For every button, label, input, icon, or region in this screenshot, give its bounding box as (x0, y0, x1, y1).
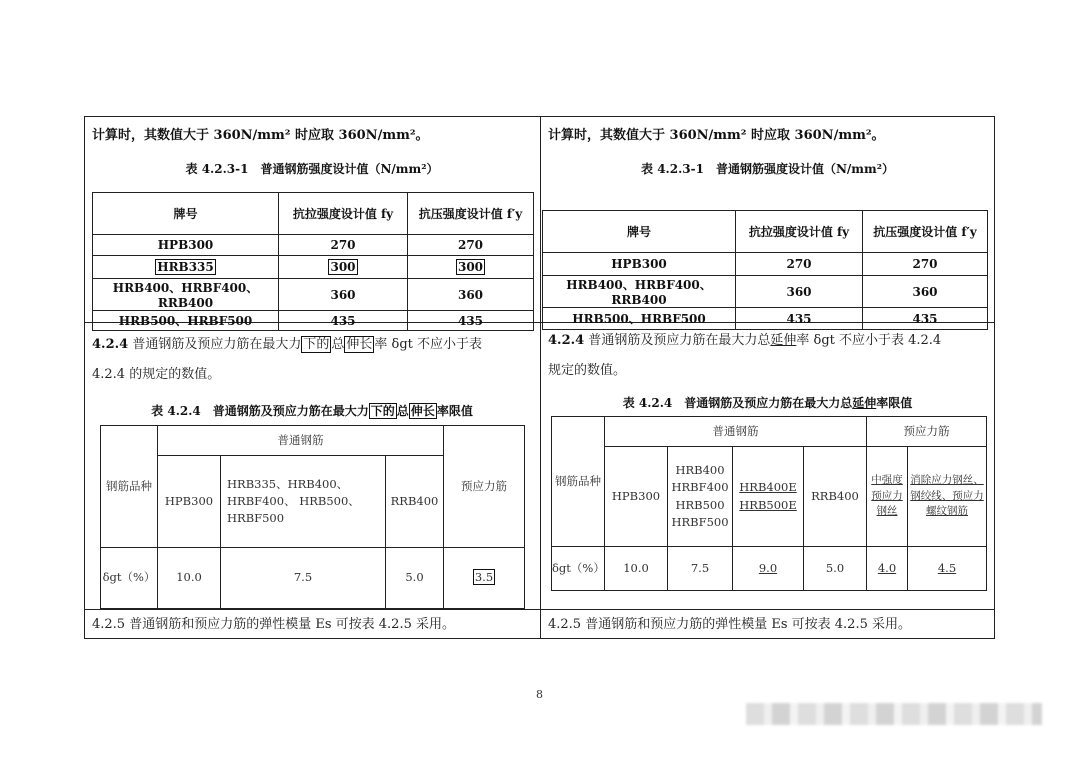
left-cap2-box1: 下的 (370, 404, 395, 418)
right-clause-4-2-5: 4.2.5 普通钢筋和预应力筋的弹性模量 Es 可按表 4.2.5 采用。 (548, 617, 911, 632)
left-clause-4-2-5: 4.2.5 普通钢筋和预应力筋的弹性模量 Es 可按表 4.2.5 采用。 (92, 617, 455, 632)
left-t2-prestress: 预应力筋 (444, 426, 525, 548)
left-table1 (92, 192, 534, 331)
left-table2 (100, 425, 525, 609)
left-t1-r0c1: 270 (279, 235, 408, 256)
right-t2-col5: 消除应力钢丝、钢绞线、预应力螺纹钢筋 (908, 447, 987, 547)
right-t1-r0c0: HPB300 (543, 253, 736, 276)
left-clause-box-2: 伸长 (346, 337, 373, 352)
left-t1-r2c0: HRB400、HRBF400、RRB400 (93, 279, 279, 311)
right-t1-h2: 抗压强度设计值 f′y (863, 211, 988, 253)
left-intro: 计算时，其数值大于 360N/mm² 时应取 360N/mm²。 (92, 128, 429, 143)
right-t2-col4: 中强度预应力钢丝 (867, 447, 908, 547)
left-t2-v2: 5.0 (386, 548, 444, 609)
right-t2-rowlabel: 钢筋品种 (552, 417, 605, 547)
right-t2-group2: 预应力筋 (867, 417, 987, 447)
right-clause-text-3: 规定的数值。 (548, 363, 627, 378)
left-t2-col1: HRB335、HRB400、HRBF400、 HRB500、 HRBF500 (221, 456, 386, 548)
left-t1-r1c0: HRB335 (157, 260, 214, 274)
left-t2-rowlabel: 钢筋品种 (101, 426, 158, 548)
left-clause-text-4: 4.2.4 的规定的数值。 (92, 367, 221, 382)
right-cap2-b: 率限值 (876, 396, 913, 410)
left-cap2-c: 率限值 (436, 404, 473, 418)
left-t2-v0: 10.0 (158, 548, 221, 609)
left-t1-r1c2: 300 (457, 260, 484, 274)
left-t1-r3c1: 435 (279, 311, 408, 331)
left-t2-col2: RRB400 (386, 456, 444, 548)
right-clause-4-2-4 (548, 326, 990, 386)
right-t1-r2c0: HRB500、HRBF500 (543, 308, 736, 330)
page-number: 8 (536, 688, 543, 701)
left-t1-h0: 牌号 (93, 193, 279, 235)
left-t1-r2c2: 360 (408, 279, 534, 311)
blurred-watermark (746, 703, 1042, 725)
right-table2-caption (540, 394, 995, 411)
left-t1-r1c1: 300 (330, 260, 356, 274)
left-t1-h2: 抗压强度设计值 f′y (408, 193, 534, 235)
left-t2-v1: 7.5 (221, 548, 386, 609)
right-t1-h1: 抗拉强度设计值 fy (736, 211, 863, 253)
right-t2-col2: HRB400E HRB500E (733, 447, 804, 547)
left-t1-r3c2: 435 (408, 311, 534, 331)
right-t1-r2c1: 435 (736, 308, 863, 330)
left-clause-text-1: 普通钢筋及预应力筋在最大力 (128, 337, 302, 352)
left-t2-group: 普通钢筋 (158, 426, 444, 456)
right-t2-col0: HPB300 (605, 447, 668, 547)
right-cap2-a: 表 4.2.4 普通钢筋及预应力筋在最大力总 (622, 396, 853, 410)
left-table1-caption: 表 4.2.3-1 普通钢筋强度设计值（N/mm²） (185, 162, 439, 176)
right-t2-col1: HRB400 HRBF400 HRB500 HRBF500 (668, 447, 733, 547)
right-clause-text-1: 普通钢筋及预应力筋在最大力总 (584, 333, 771, 348)
right-t1-r1c0: HRB400、HRBF400、RRB400 (543, 276, 736, 308)
right-t1-r0c1: 270 (736, 253, 863, 276)
right-table2 (551, 416, 987, 591)
right-t1-r0c2: 270 (863, 253, 988, 276)
left-cap2-a: 表 4.2.4 普通钢筋及预应力筋在最大力 (151, 404, 369, 418)
left-clause-text-3: 率 δgt 不应小于表 (374, 337, 483, 352)
right-t1-h0: 牌号 (543, 211, 736, 253)
left-cap2-box2: 伸长 (410, 404, 435, 418)
right-intro: 计算时，其数值大于 360N/mm² 时应取 360N/mm²。 (548, 128, 885, 143)
left-t1-r0c2: 270 (408, 235, 534, 256)
right-t2-v4: 4.0 (867, 547, 908, 591)
left-t1-h1: 抗拉强度设计值 fy (279, 193, 408, 235)
right-t2-v0: 10.0 (605, 547, 668, 591)
right-t2-v1: 7.5 (668, 547, 733, 591)
left-table2-caption (84, 402, 540, 419)
left-t1-r2c1: 360 (279, 279, 408, 311)
left-t1-r0c0: HPB300 (93, 235, 279, 256)
left-t2-col0: HPB300 (158, 456, 221, 548)
right-t1-r1c2: 360 (863, 276, 988, 308)
right-cap2-ul: 延伸 (852, 396, 877, 410)
right-t2-delta: δgt（%） (552, 547, 605, 591)
right-t2-v3: 5.0 (804, 547, 867, 591)
left-clause-4-2-4 (92, 330, 534, 390)
left-cap2-b: 总 (396, 404, 409, 418)
left-clause-number: 4.2.4 (92, 337, 129, 352)
right-t1-r1c1: 360 (736, 276, 863, 308)
left-t2-delta: δgt（%） (101, 548, 158, 609)
right-t2-v2: 9.0 (733, 547, 804, 591)
right-t2-group: 普通钢筋 (605, 417, 867, 447)
right-t2-v5: 4.5 (908, 547, 987, 591)
column-divider (540, 116, 541, 639)
left-t2-v3: 3.5 (474, 570, 494, 585)
right-clause-text-2: 率 δgt 不应小于表 4.2.4 (796, 333, 942, 348)
right-clause-number: 4.2.4 (548, 333, 585, 348)
right-clause-underline: 延伸 (770, 333, 797, 348)
left-clause-text-2: 总 (331, 337, 345, 352)
right-table1 (542, 210, 988, 330)
right-table1-caption: 表 4.2.3-1 普通钢筋强度设计值（N/mm²） (641, 162, 894, 176)
right-t2-col3: RRB400 (804, 447, 867, 547)
left-clause-box-1: 下的 (303, 337, 330, 352)
left-t1-r3c0: HRB500、HRBF500 (93, 311, 279, 331)
right-t1-r2c2: 435 (863, 308, 988, 330)
